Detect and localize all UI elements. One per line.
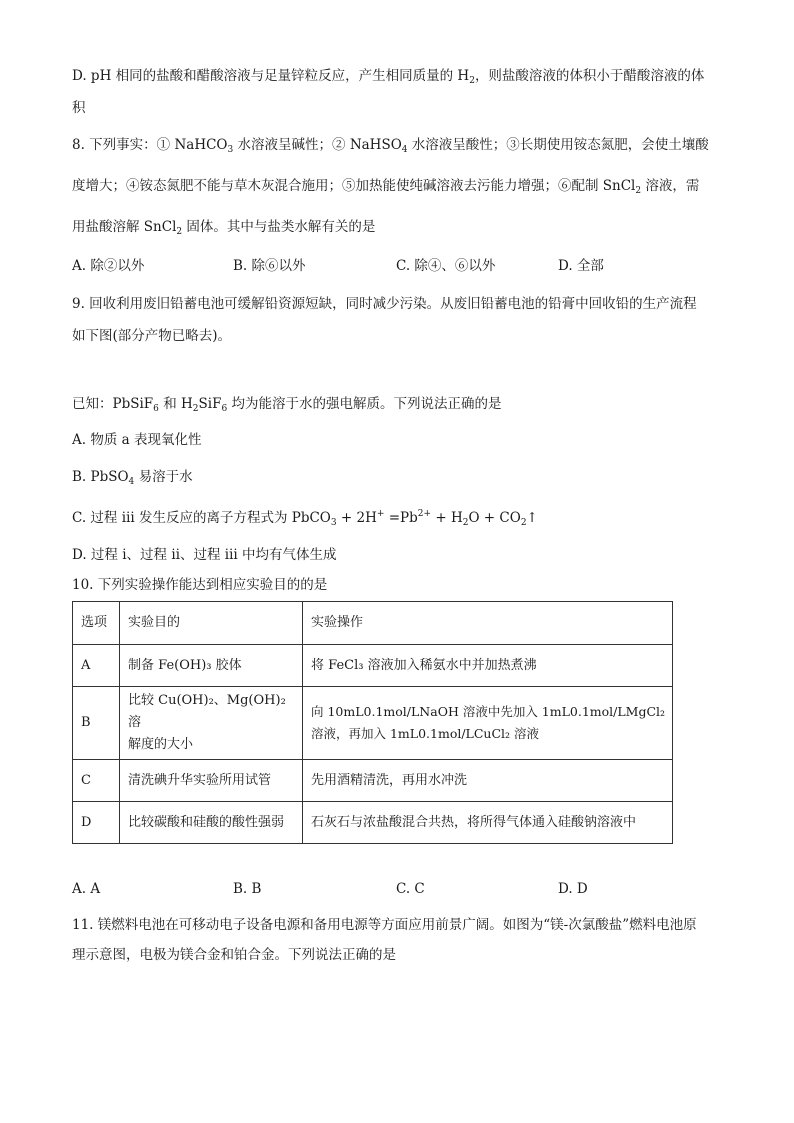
q10-option-b: B. B xyxy=(233,881,262,897)
q8-stem-line3: 用盐酸溶解 SnCl$_2$ 固体。其中与盐类水解有关的是 xyxy=(72,219,376,237)
q10-option-d: D. D xyxy=(558,881,588,897)
row-goal-line: 比较 Cu(OH)₂、Mg(OH)₂ 溶 xyxy=(128,693,286,730)
table-row xyxy=(73,687,673,760)
q9-option-d: D. 过程 ⅰ、过程 ⅱ、过程 ⅲ 中均有气体生成 xyxy=(72,547,337,563)
table-row xyxy=(73,760,673,802)
row-goal: 清洗碘升华实验所用试管 xyxy=(120,760,303,802)
header-operation: 实验操作 xyxy=(303,602,673,645)
row-option: C xyxy=(73,760,120,802)
q10-stem: 10. 下列实验操作能达到相应实验目的的是 xyxy=(72,577,328,593)
row-goal: 制备 Fe(OH)₃ 胶体 xyxy=(120,645,303,687)
header-goal: 实验目的 xyxy=(120,602,303,645)
row-option: D xyxy=(73,802,120,844)
q10-options xyxy=(72,881,712,901)
q8-option-d: D. 全部 xyxy=(558,258,604,274)
row-operation-line: 向 10mL0.1mol/LNaOH 溶液中先加入 1mL0.1mol/LMgCl₂ xyxy=(311,704,666,719)
q8-stem-line1: 8. 下列事实：① NaHCO$_3$ 水溶液呈碱性；② NaHSO$_4$ 水溶液呈酸性；③长期使用铵态氮肥，会使土壤酸 xyxy=(72,137,709,155)
q10-option-c: C. C xyxy=(396,881,425,897)
q8-option-c: C. 除④、⑥以外 xyxy=(396,258,496,274)
row-goal-line: 解度的大小 xyxy=(128,737,194,752)
table-header-row xyxy=(73,602,673,645)
q7-option-d-line1: D. pH 相同的盐酸和醋酸溶液与足量锌粒反应，产生相同质量的 $H_2$，则盐酸溶液的体积小于醋酸溶液的体 xyxy=(72,68,705,86)
q9-stem-line1: 9. 回收利用废旧铅蓄电池可缓解铅资源短缺，同时减少污染。从废旧铅蓄电池的铅膏中回收铅的生产流程 xyxy=(72,296,697,312)
q8-stem-line2: 度增大；④铵态氮肥不能与草木灰混合施用；⑤加热能使纯碱溶液去污能力增强；⑥配制 SnCl$_2$ 溶液，需 xyxy=(72,178,700,196)
table-row xyxy=(73,645,673,687)
q9-option-a: A. 物质 a 表现氧化性 xyxy=(72,432,202,448)
q7-option-d-line2: 积 xyxy=(72,100,86,116)
q8-options xyxy=(72,254,712,274)
row-operation xyxy=(303,687,673,760)
q9-stem-line2: 如下图(部分产物已略去)。 xyxy=(72,328,232,344)
q10-option-a: A. A xyxy=(72,881,101,897)
row-option: A xyxy=(73,645,120,687)
q10-table xyxy=(72,601,673,844)
row-goal: 比较碳酸和硅酸的酸性强弱 xyxy=(120,802,303,844)
q11-stem-line2: 理示意图，电极为镁合金和铂合金。下列说法正确的是 xyxy=(72,947,396,963)
q11-stem-line1: 11. 镁燃料电池在可移动电子设备电源和备用电源等方面应用前景广阔。如图为“镁-次氯酸盐”燃料电池原 xyxy=(72,917,697,933)
row-operation: 将 FeCl₃ 溶液加入稀氨水中并加热煮沸 xyxy=(303,645,673,687)
q8-option-a: A. 除②以外 xyxy=(72,258,145,274)
row-operation-line: 溶液，再加入 1mL0.1mol/LCuCl₂ 溶液 xyxy=(311,726,540,741)
row-option: B xyxy=(73,687,120,760)
q9-option-c: C. 过程 ⅲ 发生反应的离子方程式为 PbCO$_3$ + $2H^+ =Pb^{2+} + H_2O$ + $CO_2↑$ xyxy=(72,509,538,528)
row-operation: 石灰石与浓盐酸混合共热，将所得气体通入硅酸钠溶液中 xyxy=(303,802,673,844)
header-option: 选项 xyxy=(73,602,120,645)
row-operation: 先用酒精清洗，再用水冲洗 xyxy=(303,760,673,802)
row-goal xyxy=(120,687,303,760)
q9-option-b: B. PbSO$_4$ 易溶于水 xyxy=(72,469,193,487)
q8-option-b: B. 除⑥以外 xyxy=(233,258,306,274)
q9-known-info: 已知：PbSiF$_6$ 和 $H_2SiF_6$ 均为能溶于水的强电解质。下列说法正确的是 xyxy=(72,396,502,414)
table-row xyxy=(73,802,673,844)
